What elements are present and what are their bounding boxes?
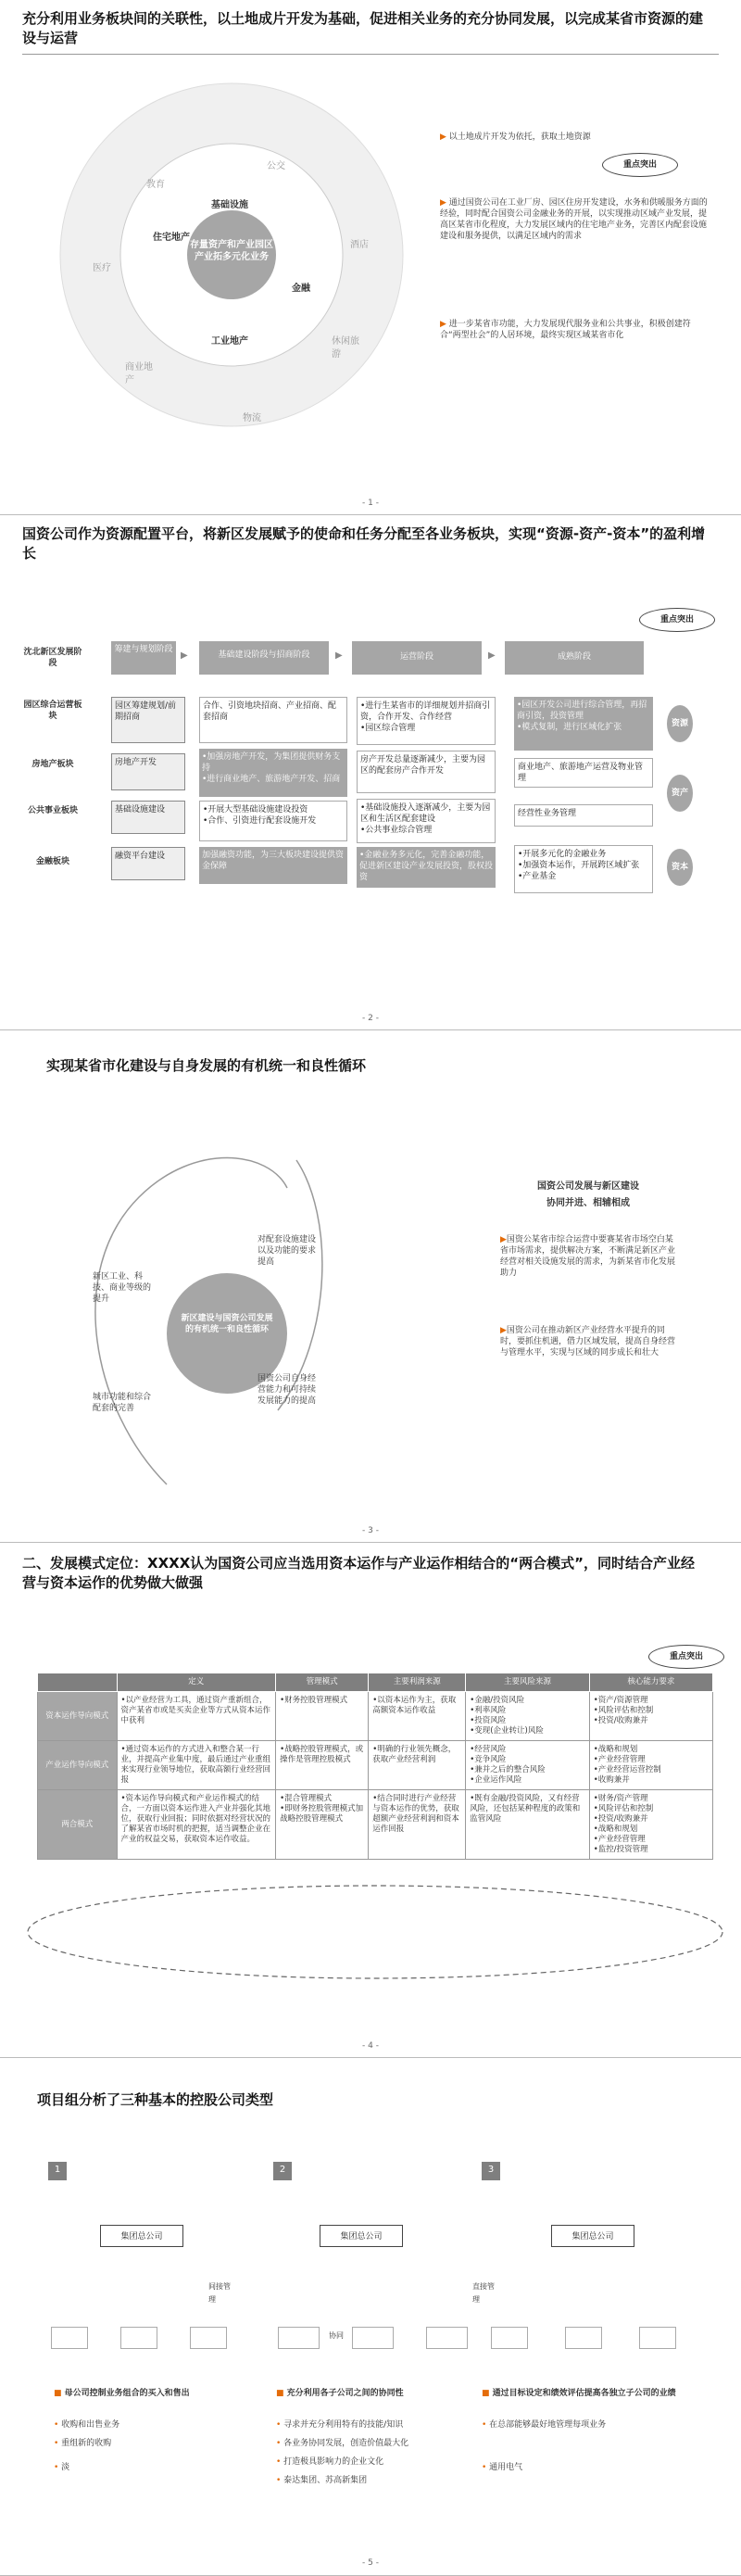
- table-cell: •资本运作导向模式和产业运作模式的结合，一方面以资本运作进入产业并强化其地位，获取行业回报；同时依据对经营状况的了解某省市场时机的把握，适当调整企业在产业的权益交易，获取资本运作收益。: [117, 1790, 276, 1860]
- table-cell: •通过资本运作的方式进入和整合某一行业，并提高产业集中度，最后通过产业重组来实现行业领导地位，获取高额行业经营回报: [117, 1741, 276, 1790]
- c3-finance: •金融业务多元化，完善金融功能，促进新区建设产业发展投资，股权投资: [357, 847, 496, 888]
- type-number-3: 3: [482, 2162, 500, 2180]
- item-3-2: • 通用电气: [482, 2463, 523, 2472]
- cycle-center-label: 新区建设与国资公司发展的有机统一和良性循环: [181, 1314, 273, 1334]
- c4-finance: •开展多元化的金融业务 •加强资本运作，开展跨区域扩张 •产业基金: [514, 845, 653, 893]
- mode-table: [37, 1673, 713, 1860]
- c3-realestate: 房产开发总量逐渐减少，主要为园区的配套房产合作开发: [357, 751, 496, 793]
- sub-box: [639, 2327, 676, 2349]
- sub-box: [352, 2327, 394, 2349]
- cycle-label-3: 城市功能和综合配套的完善: [93, 1393, 152, 1413]
- row-label-finance: 金融板块: [35, 857, 69, 866]
- table-cell: •战略和规划 •产业经营管理 •产业经营运营控制 •收购兼并: [589, 1741, 712, 1790]
- c2-park: 合作、引资地块招商、产业招商、配套招商: [199, 697, 347, 743]
- table-cell: •财务控股管理模式: [276, 1692, 369, 1741]
- table-row: [38, 1790, 713, 1860]
- headline-2: ■ 充分利用各子公司之间的协同性: [276, 2389, 404, 2398]
- s1-bullet-3: ▶ 进一步某省市功能，大力发展现代服务业和公共事业，积极创建符合“两型社会”的人居环境，最终实现区域某省市化: [440, 320, 691, 340]
- item-2-2: • 各业务协同发展，创造价值最大化: [276, 2439, 409, 2448]
- slide-2-title: 国资公司作为资源配置平台，将新区发展赋予的使命和任务分配至各业务板块，实现“资源-资产-资本”的盈利增长: [22, 525, 706, 562]
- page-number: - 4 -: [362, 2041, 379, 2051]
- cycle-label-1: 新区工业、科技、商业等级的提升: [93, 1272, 152, 1304]
- item-1-1: • 收购和出售业务: [54, 2420, 120, 2430]
- c1-park: 园区筹建规划/前期招商: [111, 697, 185, 743]
- table-header-row: [38, 1673, 713, 1692]
- type-number-1: 1: [48, 2162, 67, 2180]
- c1-public: 基础设施建设: [111, 801, 185, 834]
- diagram-center-label: 存量资产和产业园区产业拓多元化业务: [190, 240, 273, 262]
- arrow-2: ▶: [335, 650, 343, 661]
- table-cell: •以产业经营为工具，通过资产重新组合，资产某省市或是买卖企业等方式从资本运作中获利: [117, 1692, 276, 1741]
- table-cell: •战略控股管理模式，或操作是管理控股模式: [276, 1741, 369, 1790]
- headline-3: ■ 通过目标设定和绩效评估提高各独立子公司的业绩: [482, 2389, 676, 2398]
- header-cell: [38, 1673, 118, 1692]
- slide-1: [0, 0, 741, 515]
- stage-1: 筹建与规划阶段: [111, 641, 176, 675]
- row-label-realestate: 房地产板块: [31, 760, 74, 769]
- item-2-3: • 打造极具影响力的企业文化: [276, 2457, 384, 2467]
- item-2-4: • 泰达集团、苏高新集团: [276, 2476, 368, 2485]
- page-number: - 5 -: [362, 2558, 379, 2568]
- inner-label-infrastructure: 基础设施: [211, 200, 248, 210]
- dashed-highlight-ellipse: [23, 1881, 727, 1983]
- arrow-1: ▶: [181, 650, 188, 661]
- row-label-public: 公共事业板块: [27, 806, 78, 815]
- table-cell: •资产/资源管理 •风险评估和控制 •投资/收购兼并: [589, 1692, 712, 1741]
- c2-finance: 加强融资功能，为三大板块建设提供资金保障: [199, 847, 347, 884]
- sub-box: [278, 2327, 320, 2349]
- item-3-1: • 在总部能够最好地管理每项业务: [482, 2420, 607, 2430]
- outer-label-commercial: 商业地产: [125, 362, 153, 385]
- table-cell: •混合管理模式 •即财务控股管理模式加战略控股管理模式: [276, 1790, 369, 1860]
- highlight-badge: 重点突出: [639, 608, 715, 632]
- headline-1: ■ 母公司控制业务组合的买入和售出: [54, 2389, 190, 2398]
- s1-bullet-1: ▶ 以土地成片开发为依托，获取土地资源: [440, 133, 591, 142]
- outer-label-education: 教育: [146, 180, 165, 190]
- header-cell: 主要风险来源: [466, 1673, 590, 1692]
- sub-box: [565, 2327, 602, 2349]
- sub-box: [51, 2327, 88, 2349]
- stage-4: 成熟阶段: [505, 641, 644, 675]
- cycle-label-2: 对配套设施建设以及功能的要求提高: [257, 1235, 317, 1267]
- inner-label-industrial: 工业地产: [211, 336, 248, 347]
- header-cell: 定义: [117, 1673, 276, 1692]
- side-resource: 资源: [667, 705, 693, 742]
- c1-finance: 融资平台建设: [111, 847, 185, 880]
- outer-label-medical: 医疗: [93, 263, 111, 273]
- page-number: - 3 -: [362, 1526, 379, 1535]
- type-number-2: 2: [273, 2162, 292, 2180]
- group-box-1: 集团总公司: [100, 2225, 183, 2247]
- right-bullet-1: ▶国资公某省市综合运营中要赛某省市场空白某省市场需求，提供解决方案，不断满足新区产业经营对相关设施发展的需求，为新某省市化发展助力: [500, 1235, 676, 1278]
- right-bullet-2: ▶国资公司在推动新区产业经营水平提升的同时，要抓住机遇，借力区域发展，提高自身经营与管理水平，实现与区域的同步成长和壮大: [500, 1326, 676, 1357]
- right-title-2: 协同并进、相辅相成: [546, 1198, 630, 1208]
- c4-realestate: 商业地产、旅游地产运营及物业管理: [514, 758, 653, 788]
- slide-5-title: 项目组分析了三种基本的控股公司类型: [37, 2091, 274, 2108]
- stage-2: 基础建设阶段与招商阶段: [199, 641, 329, 675]
- cycle-label-4: 国资公司自身经营能力和可持续发展能力的提高: [257, 1374, 317, 1406]
- slide-4: [0, 1543, 741, 2058]
- mid-label-3: 直接管理: [472, 2282, 495, 2304]
- slide-4-title: 二、发展模式定位：XXXX认为国资公司应当选用资本运作与产业运作相结合的“两合模式”，同时结合产业经营与资本运作的优势做大做强: [22, 1555, 695, 1591]
- stage-3: 运营阶段: [352, 641, 482, 675]
- table-cell: •结合同时进行产业经营与资本运作的优势，获取超额产业经营利润和资本运作回报: [369, 1790, 466, 1860]
- table-row: [38, 1741, 713, 1790]
- mid-label-1: 间接管理: [208, 2282, 231, 2304]
- sub-box: [120, 2327, 157, 2349]
- inner-label-residential: 住宅地产: [153, 233, 190, 243]
- table-cell: •以资本运作为主，获取高额资本运作收益: [369, 1692, 466, 1741]
- c2-public: •开展大型基础设施建设投资 •合作、引资进行配套设施开发: [199, 801, 347, 841]
- c3-park: •进行生某省市的详细规划并招商引资，合作开发、合作经营 •园区综合管理: [357, 697, 496, 745]
- page-number: - 1 -: [362, 499, 379, 508]
- c4-public: 经营性业务管理: [514, 804, 653, 827]
- inner-label-finance: 金融: [292, 284, 310, 294]
- s1-bullet-2: ▶ 通过国资公司在工业厂房、园区住房开发建设，水务和供暖服务方面的经验，同时配合国资公司金融业务的开展，以实现推动区域产业发展，提高区某省市化程度，大力发展区域内的住宅地产业务，完善区内配套设施建设和服务提供，以满足区域内的需求: [440, 198, 708, 241]
- outer-label-hotel: 酒店: [350, 240, 369, 250]
- row-head: 产业运作导向模式: [38, 1741, 118, 1790]
- c3-public: •基础设施投入逐渐减少，主要为园区和生活区配套建设 •公共事业综合管理: [357, 799, 496, 843]
- item-1-2: • 重组新的收购: [54, 2439, 112, 2448]
- row-label-park: 园区综合运营板块: [23, 701, 82, 721]
- c4-park: •园区开发公司进行综合管理，再招商引资，投资管理 •模式复制，进行区域化扩张: [514, 697, 653, 751]
- page-number: - 2 -: [362, 1014, 379, 1023]
- table-cell: •经营风险 •竞争风险 •兼并之后的整合风险 •企业运作风险: [466, 1741, 590, 1790]
- outer-label-leisure: 休闲旅游: [332, 336, 359, 360]
- right-title-1: 国资公司发展与新区建设: [537, 1181, 639, 1192]
- highlight-badge: 重点突出: [602, 153, 678, 177]
- header-cell: 主要利润来源: [369, 1673, 466, 1692]
- mid-label-2: 协同: [329, 2331, 344, 2340]
- group-box-3: 集团总公司: [551, 2225, 634, 2247]
- side-capital: 资本: [667, 849, 693, 886]
- row-head: 资本运作导向模式: [38, 1692, 118, 1741]
- side-asset: 资产: [667, 775, 693, 812]
- row-label-stage: 沈北新区发展阶段: [23, 648, 82, 668]
- table-cell: •金融/投资风险 •利率风险 •投资风险 •变现(企业转让)风险: [466, 1692, 590, 1741]
- c1-realestate: 房地产开发: [111, 753, 185, 790]
- slide-3-title: 实现某省市化建设与自身发展的有机统一和良性循环: [46, 1057, 367, 1074]
- arrow-3: ▶: [488, 650, 496, 661]
- item-1-3: • 淡: [54, 2463, 70, 2472]
- header-cell: 核心能力要求: [589, 1673, 712, 1692]
- table-cell: •明确的行业领先概念，获取产业经营利润: [369, 1741, 466, 1790]
- slide-2: [0, 515, 741, 1030]
- header-cell: 管理模式: [276, 1673, 369, 1692]
- sub-box: [491, 2327, 528, 2349]
- sub-box: [426, 2327, 468, 2349]
- outer-label-transit: 公交: [267, 161, 285, 171]
- outer-label-logistics: 物流: [243, 413, 261, 423]
- item-2-1: • 寻求并充分利用特有的技能/知识: [276, 2420, 404, 2430]
- c2-realestate: •加强房地产开发，为集团提供财务支持 •进行商业地产、旅游地产开发、招商: [199, 749, 347, 797]
- row-head: 两合模式: [38, 1790, 118, 1860]
- slide-1-title: 充分利用业务板块间的关联性，以土地成片开发为基础，促进相关业务的充分协同发展，以完成某省市资源的建设与运营: [22, 10, 704, 46]
- sub-box: [190, 2327, 227, 2349]
- table-cell: •财务/资产管理 •风险评估和控制 •投资/收购兼并 •战略和规划 •产业经营管理 •监控/投资管理: [589, 1790, 712, 1860]
- highlight-badge: 重点突出: [648, 1645, 724, 1669]
- title-divider: [22, 54, 719, 55]
- slide-5: [0, 2058, 741, 2576]
- table-cell: •既有金融/投资风险，又有经营风险，还包括某种程度的政策和监管风险: [466, 1790, 590, 1860]
- table-row: [38, 1692, 713, 1741]
- slide-3: [0, 1030, 741, 1543]
- group-box-2: 集团总公司: [320, 2225, 403, 2247]
